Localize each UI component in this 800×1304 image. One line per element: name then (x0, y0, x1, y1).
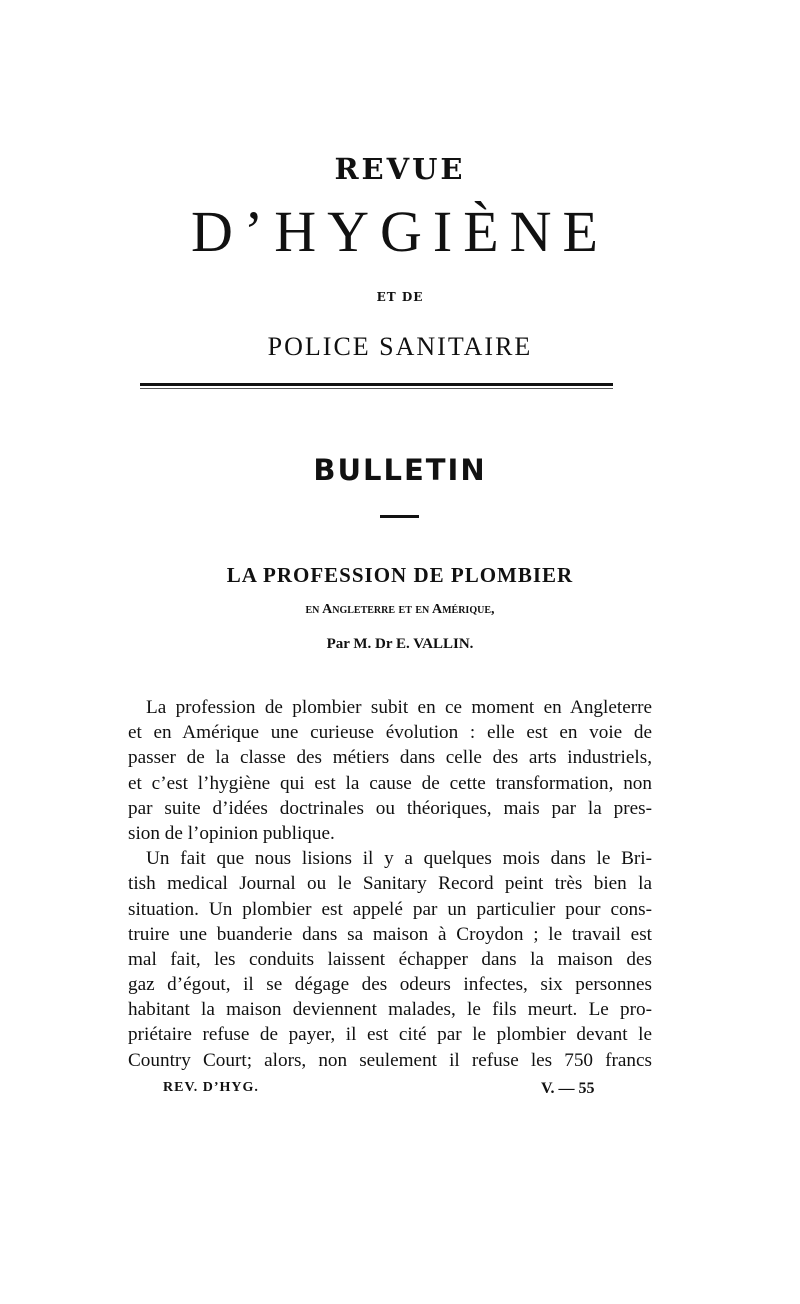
body-line: gaz d’égout, il se dégage des odeurs infectes, six personnes (128, 974, 652, 996)
section-heading: BULLETIN (313, 453, 487, 487)
body-line: et c’est l’hygiène qui est la cause de cette transformation, non (128, 772, 652, 794)
masthead-subtitle: POLICE SANITAIRE (267, 332, 533, 361)
body-line: Un fait que nous lisions il y a quelques mois dans le Bri- (146, 848, 652, 870)
body-line: truire une buanderie dans sa maison à Croydon ; le travail est (128, 923, 652, 945)
footer-journal-abbrev: REV. D’HYG. (163, 1080, 259, 1095)
masthead-et-de: ET DE (376, 290, 424, 304)
article-title: LA PROFESSION DE PLOMBIER (226, 563, 574, 587)
masthead-revue: REVUE (334, 152, 466, 186)
section-rule (380, 515, 419, 518)
body-line: passer de la classe des métiers dans celle des arts industriels, (128, 747, 652, 769)
body-line: et en Amérique une curieuse évolution : elle est en voie de (128, 722, 652, 744)
body-line: habitant la maison deviennent malades, le fils meurt. Le pro- (128, 999, 652, 1021)
body-line: sion de l’opinion publique. (128, 822, 335, 844)
body-line: par suite d’idées doctrinales ou théoriques, mais par la pres- (128, 797, 652, 819)
masthead-rule (140, 383, 613, 386)
body-line: mal fait, les conduits laissent échapper dans la maison des (128, 948, 652, 970)
body-line: priétaire refuse de payer, il est cité par le plombier devant le (128, 1024, 652, 1046)
body-line: Country Court; alors, non seulement il refuse les 750 francs (128, 1049, 652, 1071)
article-body (128, 695, 652, 1073)
masthead-title: D’HYGIÈNE (191, 199, 609, 264)
footer-signature: V. — 55 (541, 1080, 595, 1097)
masthead-rule-thin (140, 388, 613, 389)
body-line: tish medical Journal ou le Sanitary Record peint très bien la (128, 873, 652, 895)
body-line: situation. Un plombier est appelé par un particulier pour cons- (128, 898, 652, 920)
article-subtitle: en Angleterre et en Amérique, (305, 602, 495, 617)
article-author: Par M. Dr E. VALLIN. (326, 636, 474, 652)
body-line: La profession de plombier subit en ce moment en Angleterre (146, 697, 652, 718)
